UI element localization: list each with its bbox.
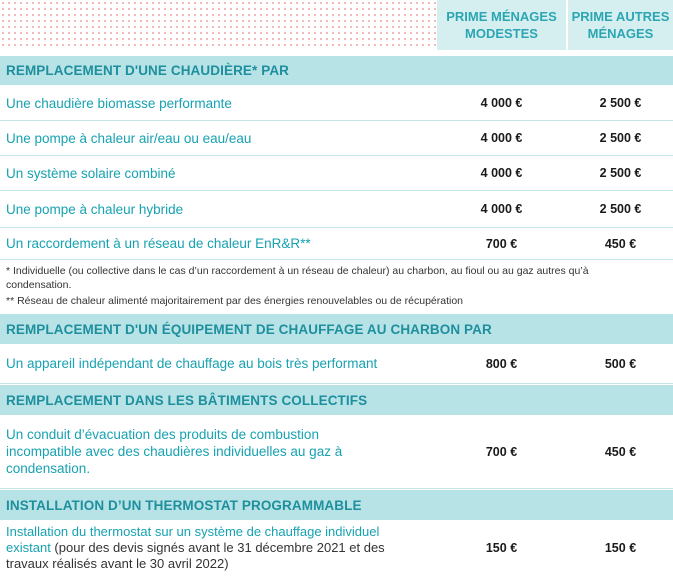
table-row: [0, 228, 673, 260]
row-label: Une pompe à chaleur hybride: [6, 201, 184, 217]
section-header-charbon: REMPLACEMENT D'UN ÉQUIPEMENT DE CHAUFFAGE AU CHARBON PAR: [0, 314, 673, 344]
value-autres: 2 500 €: [599, 96, 642, 110]
value-autres: 500 €: [604, 356, 637, 371]
value-autres: 450 €: [604, 236, 637, 251]
value-modestes: 800 €: [485, 356, 518, 371]
footnote-individuelle: * Individuelle (ou collective dans le cas d’un raccordement à un réseau de chaleur) au charbon, au fioul ou au gaz autres qu’à condensation.: [6, 265, 589, 291]
table-row: [0, 344, 673, 384]
row-label: [6, 520, 406, 576]
column-header-line: PRIME AUTRES: [571, 9, 670, 24]
section-header-chaudiere: REMPLACEMENT D'UNE CHAUDIÈRE* PAR: [0, 56, 673, 85]
column-header-line: PRIME MÉNAGES: [446, 9, 557, 24]
section-header-batiments-collectifs: REMPLACEMENT DANS LES BÂTIMENTS COLLECTIFS: [0, 385, 673, 415]
column-header-line: MODESTES: [465, 26, 538, 41]
value-autres: 2 500 €: [599, 202, 642, 216]
column-header-line: MÉNAGES: [587, 26, 654, 41]
value-modestes: 700 €: [485, 236, 518, 251]
value-autres: 2 500 €: [599, 131, 642, 145]
row-label: Une pompe à chaleur air/eau ou eau/eau: [6, 130, 252, 146]
value-modestes: 4 000 €: [480, 166, 523, 180]
value-modestes: 150 €: [485, 541, 518, 555]
table-row: [0, 520, 673, 576]
column-header-prime-autres-menages: [568, 0, 673, 50]
row-label: Un système solaire combiné: [6, 165, 176, 181]
column-header-prime-menages-modestes: [437, 0, 566, 50]
table-row: [0, 86, 673, 121]
row-label: Un conduit d’évacuation des produits de combustion incompatible avec des chaudières individuelles au gaz à condensation.: [6, 427, 343, 476]
row-label: Un appareil indépendant de chauffage au bois très performant: [6, 356, 378, 371]
table-row: [0, 121, 673, 156]
table-row: [0, 156, 673, 191]
section-header-thermostat: INSTALLATION D’UN THERMOSTAT PROGRAMMABLE: [0, 490, 673, 520]
table-row: [0, 191, 673, 228]
decorative-dot-pattern: [0, 0, 440, 50]
row-label: Un raccordement à un réseau de chaleur EnR&R**: [6, 236, 311, 251]
value-modestes: 4 000 €: [480, 96, 523, 110]
row-label-suffix: (pour des devis signés avant le 31 décembre 2021 et des travaux réalisés avant le 30 avril 2022): [6, 540, 385, 571]
footnote-reseau-chaleur: ** Réseau de chaleur alimenté majoritairement par des énergies renouvelables ou de récupération: [6, 295, 464, 307]
value-autres: 450 €: [604, 444, 637, 459]
value-modestes: 700 €: [485, 444, 518, 459]
value-modestes: 4 000 €: [480, 131, 523, 145]
row-label: Une chaudière biomasse performante: [6, 95, 232, 111]
value-autres: 2 500 €: [599, 166, 642, 180]
value-autres: 150 €: [604, 541, 637, 555]
value-modestes: 4 000 €: [480, 202, 523, 216]
table-row: [0, 415, 673, 489]
row-label-main: Installation du thermostat sur un système de chauffage individuel existant: [6, 524, 380, 555]
